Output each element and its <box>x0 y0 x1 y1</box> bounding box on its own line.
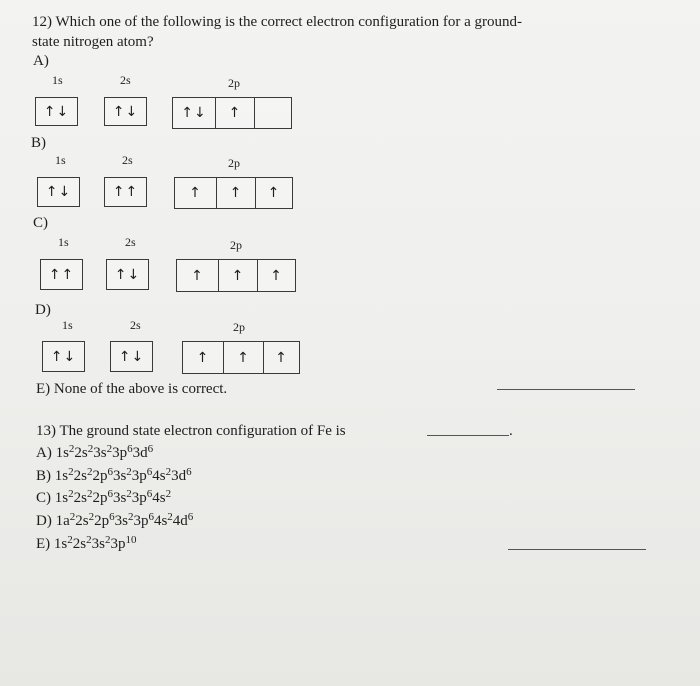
q13-option-a <box>36 445 153 462</box>
electron-count: 6 <box>107 466 113 478</box>
orbital-term: 2s <box>72 536 87 552</box>
option-letter: C) <box>36 490 55 506</box>
orbital-term: 2p <box>92 468 108 484</box>
orbital-box-2p-1: ↑ <box>176 259 219 292</box>
electron-count: 6 <box>127 443 133 455</box>
electron-count: 6 <box>147 443 154 455</box>
electron-count: 2 <box>68 466 74 478</box>
question-12-line-1: 12) Which one of the following is the correct electron configuration for a ground- <box>32 14 522 30</box>
orbital-box-2p-3 <box>254 97 292 129</box>
orbital-term: 3p <box>131 490 147 506</box>
orbital-box-2p-2: ↑ <box>223 341 264 374</box>
electron-count: 2 <box>88 511 95 523</box>
q13-option-d <box>36 513 193 530</box>
orbital-label-2p: 2p <box>228 76 240 90</box>
electron-count: 2 <box>167 511 173 523</box>
orbital-term: 3s <box>112 468 127 484</box>
option-letter: A) <box>36 445 56 461</box>
orbital-term: 3p <box>131 468 147 484</box>
orbital-box-2p-1: ↑ <box>182 341 224 374</box>
electron-count: 2 <box>127 511 134 523</box>
electron-count: 2 <box>104 534 111 546</box>
answer-blank-13 <box>508 549 646 550</box>
question-13-text: 13) The ground state electron configuration of Fe is <box>36 423 346 439</box>
orbital-box-2s: ↑↑ <box>104 177 147 207</box>
orbital-term: 3p <box>133 513 149 529</box>
orbital-box-2p-2: ↑ <box>218 259 258 292</box>
orbital-box-2p-1: ↑↓ <box>172 97 216 129</box>
electron-count: 2 <box>126 488 132 500</box>
orbital-label-2s: 2s <box>130 318 141 332</box>
orbital-box-2p-2: ↑ <box>215 97 255 129</box>
q13-option-c <box>36 490 171 507</box>
fill-in-blank-13 <box>427 435 509 436</box>
electron-count: 10 <box>125 534 137 546</box>
orbital-term: 2s <box>73 490 87 506</box>
electron-count: 2 <box>126 466 132 478</box>
electron-count: 2 <box>165 466 172 478</box>
option-letter: D) <box>36 513 56 529</box>
orbital-term: 3s <box>114 513 128 529</box>
electron-count: 2 <box>86 488 93 500</box>
orbital-term: 1a <box>55 513 70 529</box>
orbital-label-2p: 2p <box>230 238 242 252</box>
orbital-term: 1s <box>55 445 69 461</box>
orbital-term: 2p <box>92 490 108 506</box>
electron-count: 2 <box>165 488 172 500</box>
electron-count: 6 <box>107 488 113 500</box>
orbital-box-2s: ↑↓ <box>104 97 147 126</box>
orbital-box-2p-3: ↑ <box>263 341 300 374</box>
orbital-term: 3d <box>171 468 187 484</box>
orbital-box-1s: ↑↓ <box>42 341 85 372</box>
electron-count: 6 <box>146 466 153 478</box>
orbital-label-2s: 2s <box>122 153 133 167</box>
orbital-box-2p-2: ↑ <box>216 177 256 209</box>
orbital-box-2p-3: ↑ <box>255 177 293 209</box>
orbital-term: 4s <box>152 490 166 506</box>
orbital-term: 3s <box>112 490 127 506</box>
orbital-label-1s: 1s <box>62 318 73 332</box>
orbital-label-2s: 2s <box>125 235 136 249</box>
orbital-box-1s: ↑↓ <box>37 177 80 207</box>
option-e-text: E) None of the above is correct. <box>36 381 228 397</box>
orbital-box-2p-3: ↑ <box>257 259 296 292</box>
electron-count: 2 <box>106 443 113 455</box>
orbital-term: 2s <box>74 445 88 461</box>
orbital-label-1s: 1s <box>52 73 63 87</box>
electron-count: 2 <box>86 466 93 478</box>
question-12-line-2: state nitrogen atom? <box>32 34 154 50</box>
electron-count: 2 <box>86 534 92 546</box>
electron-count: 2 <box>67 534 73 546</box>
orbital-term: 1s <box>53 536 68 552</box>
electron-count: 6 <box>146 488 153 500</box>
option-a-label: A) <box>33 53 49 69</box>
answer-blank-12 <box>497 389 635 390</box>
orbital-term: 4d <box>172 513 188 529</box>
electron-count: 6 <box>109 511 115 523</box>
orbital-box-1s: ↑↓ <box>35 97 78 126</box>
orbital-label-2p: 2p <box>233 320 245 334</box>
orbital-term: 4s <box>153 513 168 529</box>
q13-option-e <box>36 536 136 553</box>
electron-count: 6 <box>187 511 194 523</box>
orbital-box-1s: ↑↑ <box>40 259 83 290</box>
orbital-term: 3p <box>112 445 128 461</box>
orbital-term: 2p <box>94 513 110 529</box>
orbital-label-2p: 2p <box>228 156 240 170</box>
orbital-term: 1s <box>54 468 69 484</box>
orbital-term: 4s <box>152 468 166 484</box>
orbital-label-2s: 2s <box>120 73 131 87</box>
orbital-term: 3s <box>91 536 105 552</box>
orbital-term: 2s <box>75 513 89 529</box>
orbital-label-1s: 1s <box>58 235 69 249</box>
option-d-label: D) <box>35 302 51 318</box>
electron-count: 6 <box>186 466 192 478</box>
question-13-period: . <box>509 423 513 439</box>
orbital-box-2p-1: ↑ <box>174 177 217 209</box>
orbital-term: 3s <box>93 445 107 461</box>
orbital-term: 2s <box>73 468 87 484</box>
electron-count: 6 <box>148 511 154 523</box>
electron-count: 2 <box>87 443 94 455</box>
q13-option-b <box>36 468 192 485</box>
electron-count: 2 <box>68 488 74 500</box>
question-13-stem <box>36 422 346 440</box>
orbital-term: 3d <box>132 445 148 461</box>
orbital-term: 3p <box>110 536 126 552</box>
option-letter: E) <box>36 536 54 552</box>
option-letter: B) <box>36 468 55 484</box>
option-b-label: B) <box>31 135 46 151</box>
orbital-label-1s: 1s <box>55 153 66 167</box>
electron-count: 2 <box>68 443 75 455</box>
orbital-term: 1s <box>54 490 69 506</box>
electron-count: 2 <box>69 511 76 523</box>
orbital-box-2s: ↑↓ <box>110 341 153 372</box>
option-c-label: C) <box>33 215 48 231</box>
orbital-box-2s: ↑↓ <box>106 259 149 290</box>
